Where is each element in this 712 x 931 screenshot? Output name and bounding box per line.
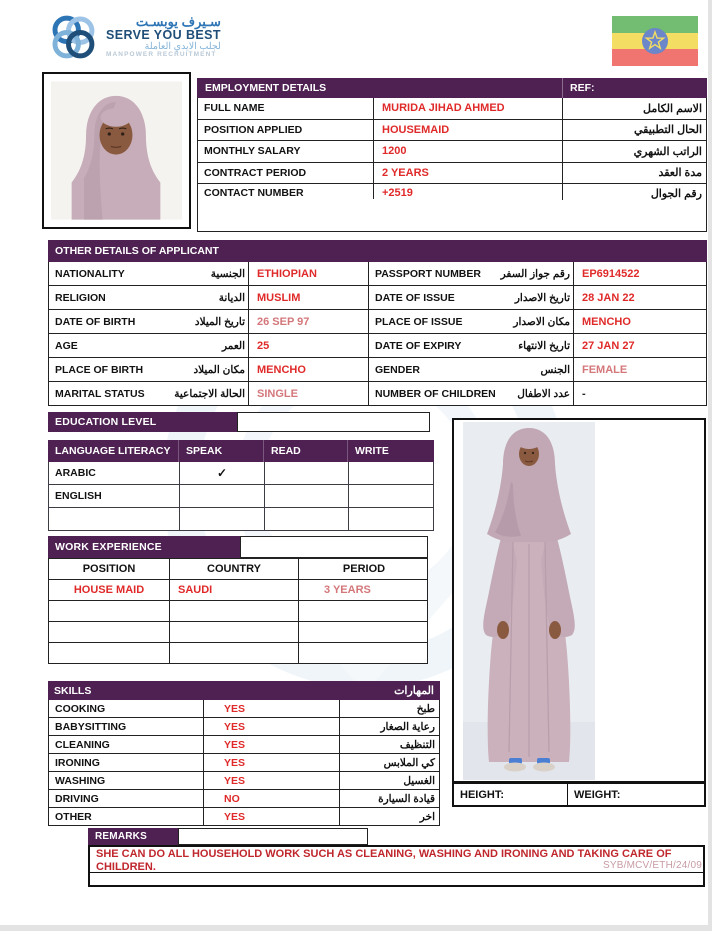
gender-label: GENDER الجنس [368, 358, 573, 381]
empty-cell [298, 643, 429, 663]
other-details-table [48, 240, 707, 406]
ref-label: REF: [562, 78, 595, 98]
date-of-birth-value: 26 SEP 97 [248, 310, 368, 333]
table-row [48, 736, 440, 754]
empty-cell [179, 508, 264, 530]
document-reference-code: SYB/MCV/ETH/24/09 [603, 860, 702, 871]
work-table-header [48, 558, 428, 580]
position-applied-value: HOUSEMAID [373, 120, 562, 141]
contract-period-label: CONTRACT PERIOD [204, 166, 307, 179]
place-of-issue-value: MENCHO [573, 310, 708, 333]
empty-cell [169, 622, 298, 642]
english-speak-cell [179, 485, 264, 507]
education-level-title: EDUCATION LEVEL [55, 416, 157, 428]
cooking-arabic: طبخ [339, 700, 441, 717]
work-position-value: HOUSE MAID [73, 584, 145, 596]
full-name-label: FULL NAME [204, 102, 265, 115]
skills-title: SKILLS [54, 684, 92, 697]
table-row [48, 808, 440, 826]
employment-title: EMPLOYMENT DETAILS [205, 82, 327, 94]
language-literacy-column: LANGUAGE LITERACY [55, 445, 171, 457]
place-of-issue-arabic: مكان الاصدار [513, 315, 570, 328]
remarks-empty-row [90, 872, 703, 887]
date-of-issue-value: 28 JAN 22 [573, 286, 708, 309]
contact-number-arabic: رقم الجوال [562, 184, 708, 200]
work-experience-empty-cell [240, 536, 428, 558]
table-row [197, 98, 707, 120]
write-column: WRITE [347, 440, 434, 462]
company-logo [46, 10, 221, 64]
other-skill-label: OTHER [55, 810, 92, 823]
place-of-birth-arabic: مكان الميلاد [193, 363, 245, 376]
number-of-children-arabic: عدد الاطفال [517, 387, 570, 400]
number-of-children-label: NUMBER OF CHILDREN عدد الاطفال [368, 382, 573, 405]
position-applied-label: POSITION APPLIED [204, 123, 303, 136]
remarks-bar [88, 828, 178, 845]
language-table-header [48, 440, 434, 462]
age-arabic: العمر [221, 339, 245, 352]
driving-value: NO [203, 790, 339, 807]
table-row [197, 184, 707, 232]
contact-number-value: +2519 [373, 184, 562, 199]
marital-status-value: SINGLE [248, 382, 368, 405]
cleaning-arabic: التنظيف [339, 736, 441, 753]
language-literacy-table [48, 440, 434, 531]
table-row [48, 601, 428, 622]
period-column: PERIOD [298, 559, 429, 579]
table-row [48, 790, 440, 808]
monthly-salary-label: MONTHLY SALARY [204, 145, 301, 158]
passport-number-value: EP6914522 [573, 262, 708, 285]
english-write-cell [348, 485, 435, 507]
babysitting-label: BABYSITTING [55, 720, 127, 733]
table-row [48, 508, 434, 531]
nationality-label: NATIONALITY الجنسية [55, 267, 245, 280]
table-row [48, 462, 434, 485]
table-row [48, 334, 707, 358]
work-experience-table [48, 558, 428, 664]
place-of-birth-value: MENCHO [248, 358, 368, 381]
table-row [197, 120, 707, 142]
position-applied-arabic: الحال التطبيقي [562, 120, 708, 141]
position-column: POSITION [82, 563, 136, 575]
table-row [48, 286, 707, 310]
date-of-issue-arabic: تاريخ الاصدار [514, 291, 570, 304]
portrait-photo [42, 72, 191, 229]
work-country-value: SAUDI [169, 580, 298, 600]
marital-status-arabic: الحالة الاجتماعية [174, 387, 245, 400]
empty-cell [169, 643, 298, 663]
babysitting-value: YES [203, 718, 339, 735]
cleaning-value: YES [203, 736, 339, 753]
weight-label: WEIGHT: [567, 784, 708, 805]
skills-title-arabic: المهارات [394, 685, 434, 697]
cleaning-label: CLEANING [55, 738, 110, 751]
checkmark-icon: ✓ [179, 462, 264, 484]
ironing-label: IRONING [55, 756, 100, 769]
empty-cell [49, 601, 169, 621]
height-weight-row [452, 782, 706, 807]
empty-cell [49, 643, 169, 663]
logo-name: SERVE YOU BEST [106, 27, 221, 42]
speak-column: SPEAK [178, 440, 263, 462]
table-row [48, 718, 440, 736]
skills-header [48, 681, 440, 700]
other-skill-arabic: اخر [339, 808, 441, 825]
date-of-expiry-arabic: تاريخ الانتهاء [518, 339, 570, 352]
education-level-bar [48, 412, 237, 432]
contract-period-value: 2 YEARS [373, 163, 562, 184]
cooking-value: YES [203, 700, 339, 717]
skills-table [48, 681, 440, 826]
date-of-expiry-label: DATE OF EXPIRY تاريخ الانتهاء [368, 334, 573, 357]
table-row [197, 163, 707, 185]
portrait-photo-image [51, 81, 182, 220]
read-column: READ [263, 440, 347, 462]
cooking-label: COOKING [55, 702, 106, 715]
country-column: COUNTRY [169, 559, 298, 579]
table-row [48, 310, 707, 334]
date-of-issue-label: DATE OF ISSUE تاريخ الاصدار [368, 286, 573, 309]
education-level-empty-cell [237, 412, 430, 432]
empty-cell [49, 622, 169, 642]
number-of-children-value: - [573, 382, 708, 405]
height-label: HEIGHT: [460, 788, 504, 801]
contact-number-label: CONTACT NUMBER [204, 187, 304, 199]
language-arabic-label: ARABIC [55, 467, 96, 479]
table-row [48, 772, 440, 790]
babysitting-arabic: رعاية الصغار [339, 718, 441, 735]
work-period-value: 3 YEARS [298, 580, 429, 600]
table-row [197, 141, 707, 163]
gender-arabic: الجنس [540, 363, 570, 376]
nationality-value: ETHIOPIAN [248, 262, 368, 285]
empty-cell [348, 508, 435, 530]
monthly-salary-value: 1200 [373, 141, 562, 162]
work-experience-bar [48, 536, 240, 558]
full-body-photo [452, 418, 706, 783]
passport-number-arabic: رقم جواز السفر [500, 267, 570, 280]
empty-cell [264, 508, 348, 530]
nationality-arabic: الجنسية [210, 267, 245, 280]
empty-cell [298, 622, 429, 642]
ironing-arabic: كي الملابس [339, 754, 441, 771]
work-experience-title: WORK EXPERIENCE [55, 541, 162, 553]
date-of-expiry-value: 27 JAN 27 [573, 334, 708, 357]
date-of-birth-arabic: تاريخ الميلاد [194, 315, 245, 328]
remarks-text: SHE CAN DO ALL HOUSEHOLD WORK SUCH AS CLEANING, WASHING AND IRONING AND TAKING CARE OF CHILDREN. [96, 848, 672, 873]
marital-status-label: MARITAL STATUS الحالة الاجتماعية [55, 387, 245, 400]
contract-period-arabic: مدة العقد [562, 163, 708, 184]
english-read-cell [264, 485, 348, 507]
empty-cell [169, 601, 298, 621]
driving-arabic: قيادة السيارة [339, 790, 441, 807]
place-of-issue-label: PLACE OF ISSUE مكان الاصدار [368, 310, 573, 333]
full-name-value: MURIDA JIHAD AHMED [373, 98, 562, 119]
other-details-title: OTHER DETAILS OF APPLICANT [55, 245, 219, 257]
full-body-photo-image [460, 422, 598, 780]
place-of-birth-label: PLACE OF BIRTH مكان الميلاد [55, 363, 245, 376]
full-name-arabic: الاسم الكامل [562, 98, 708, 119]
table-row [48, 382, 707, 406]
washing-label: WASHING [55, 774, 106, 787]
washing-arabic: الغسيل [339, 772, 441, 789]
driving-label: DRIVING [55, 792, 99, 805]
religion-label: RELIGION الديانة [55, 291, 245, 304]
empty-cell [298, 601, 429, 621]
passport-number-label: PASSPORT NUMBER رقم جواز السفر [368, 262, 573, 285]
empty-language-cell [49, 508, 179, 530]
employment-header [197, 78, 707, 98]
employment-table [197, 78, 707, 232]
religion-arabic: الديانة [218, 291, 245, 304]
date-of-birth-label: DATE OF BIRTH تاريخ الميلاد [55, 315, 245, 328]
other-details-header [48, 240, 707, 262]
table-row [48, 754, 440, 772]
age-label: AGE العمر [55, 339, 245, 352]
arabic-read-cell [264, 462, 348, 484]
monthly-salary-arabic: الراتب الشهري [562, 141, 708, 162]
age-value: 25 [248, 334, 368, 357]
arabic-write-cell [348, 462, 435, 484]
table-row [48, 622, 428, 643]
table-row [48, 580, 428, 601]
table-row [48, 262, 707, 286]
logo-icon [46, 10, 100, 64]
religion-value: MUSLIM [248, 286, 368, 309]
remarks-title: REMARKS [95, 831, 147, 842]
ethiopia-flag-icon [612, 16, 698, 66]
table-row [48, 358, 707, 382]
remarks-empty-cell [178, 828, 368, 845]
logo-arabic-tagline: لجلب الايدي العاملة [144, 40, 221, 52]
table-row [48, 485, 434, 508]
language-english-label: ENGLISH [55, 490, 102, 502]
ironing-value: YES [203, 754, 339, 771]
table-row [48, 643, 428, 664]
other-skill-value: YES [203, 808, 339, 825]
table-row [48, 700, 440, 718]
logo-arabic-name: سـيرف يوبسـت [135, 14, 221, 30]
gender-value: FEMALE [573, 358, 708, 381]
logo-tagline: MANPOWER RECRUITMENT [106, 50, 217, 58]
washing-value: YES [203, 772, 339, 789]
